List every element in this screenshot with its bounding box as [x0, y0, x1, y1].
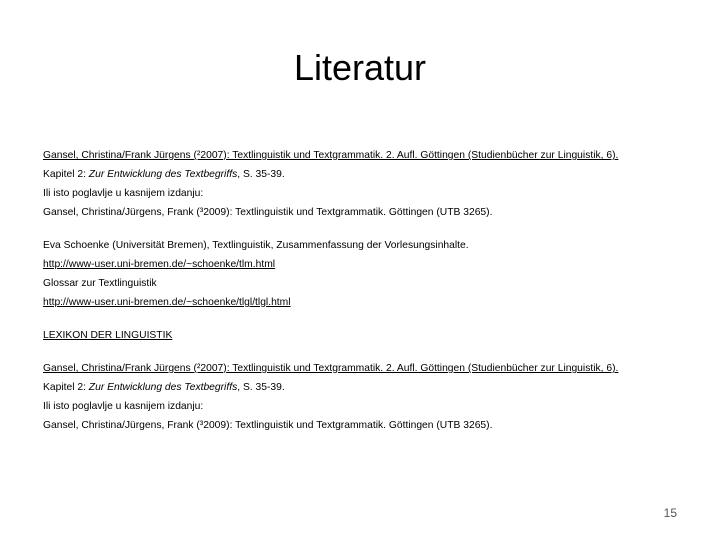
glossar-label: Glossar zur Textlinguistik: [43, 278, 157, 289]
chapter-title: Zur Entwicklung des Textbegriffs: [88, 382, 238, 393]
lexikon-link[interactable]: LEXIKON DER LINGUISTIK: [43, 330, 173, 341]
schoenke-description: Eva Schoenke (Universität Bremen), Textlinguistik, Zusammenfassung der Vorlesungsinhalte.: [43, 240, 469, 251]
later-edition-note: Ili isto poglavlje u kasnijem izdanju:: [43, 188, 204, 199]
bibliography-content: [43, 146, 703, 435]
chapter-prefix: Kapitel 2:: [43, 382, 89, 393]
spacer: [43, 222, 703, 236]
schoenke-glossar-link[interactable]: http://www-user.uni-bremen.de/~schoenke/tlgl/tlgl.html: [43, 297, 291, 308]
chapter-pages: , S. 35-39.: [237, 382, 285, 393]
chapter-title: Zur Entwicklung des Textbegriffs: [88, 169, 238, 180]
chapter-pages: , S. 35-39.: [237, 169, 285, 180]
chapter-reference: [43, 165, 703, 184]
reference-block-schoenke: [43, 236, 703, 312]
reference-link-gansel-2007-repeat[interactable]: Gansel, Christina/Frank Jürgens (²2007): Textlinguistik und Textgrammatik. 2. Aufl. Göttingen (Studienbücher zur Linguistik, 6).: [43, 363, 619, 374]
page-number: 15: [663, 506, 677, 520]
reference-block-gansel: [43, 146, 703, 222]
schoenke-tlm-link[interactable]: http://www-user.uni-bremen.de/~schoenke/tlm.html: [43, 259, 276, 270]
slide-title: Literatur: [293, 47, 427, 88]
reference-link-gansel-2007[interactable]: Gansel, Christina/Frank Jürgens (²2007): Textlinguistik und Textgrammatik. 2. Aufl. Göttingen (Studienbücher zur Linguistik, 6).: [43, 150, 619, 161]
reference-gansel-2009-repeat: Gansel, Christina/Jürgens, Frank (³2009): Textlinguistik und Textgrammatik. Göttingen (UTB 3265).: [43, 420, 493, 431]
reference-block-gansel-repeat: [43, 359, 703, 435]
reference-block-lexikon: [43, 326, 703, 345]
reference-gansel-2009: Gansel, Christina/Jürgens, Frank (³2009): Textlinguistik und Textgrammatik. Göttingen (UTB 3265).: [43, 207, 493, 218]
spacer: [43, 345, 703, 359]
later-edition-note-repeat: Ili isto poglavlje u kasnijem izdanju:: [43, 401, 204, 412]
chapter-prefix: Kapitel 2:: [43, 169, 89, 180]
spacer: [43, 312, 703, 326]
chapter-reference-repeat: [43, 378, 703, 397]
